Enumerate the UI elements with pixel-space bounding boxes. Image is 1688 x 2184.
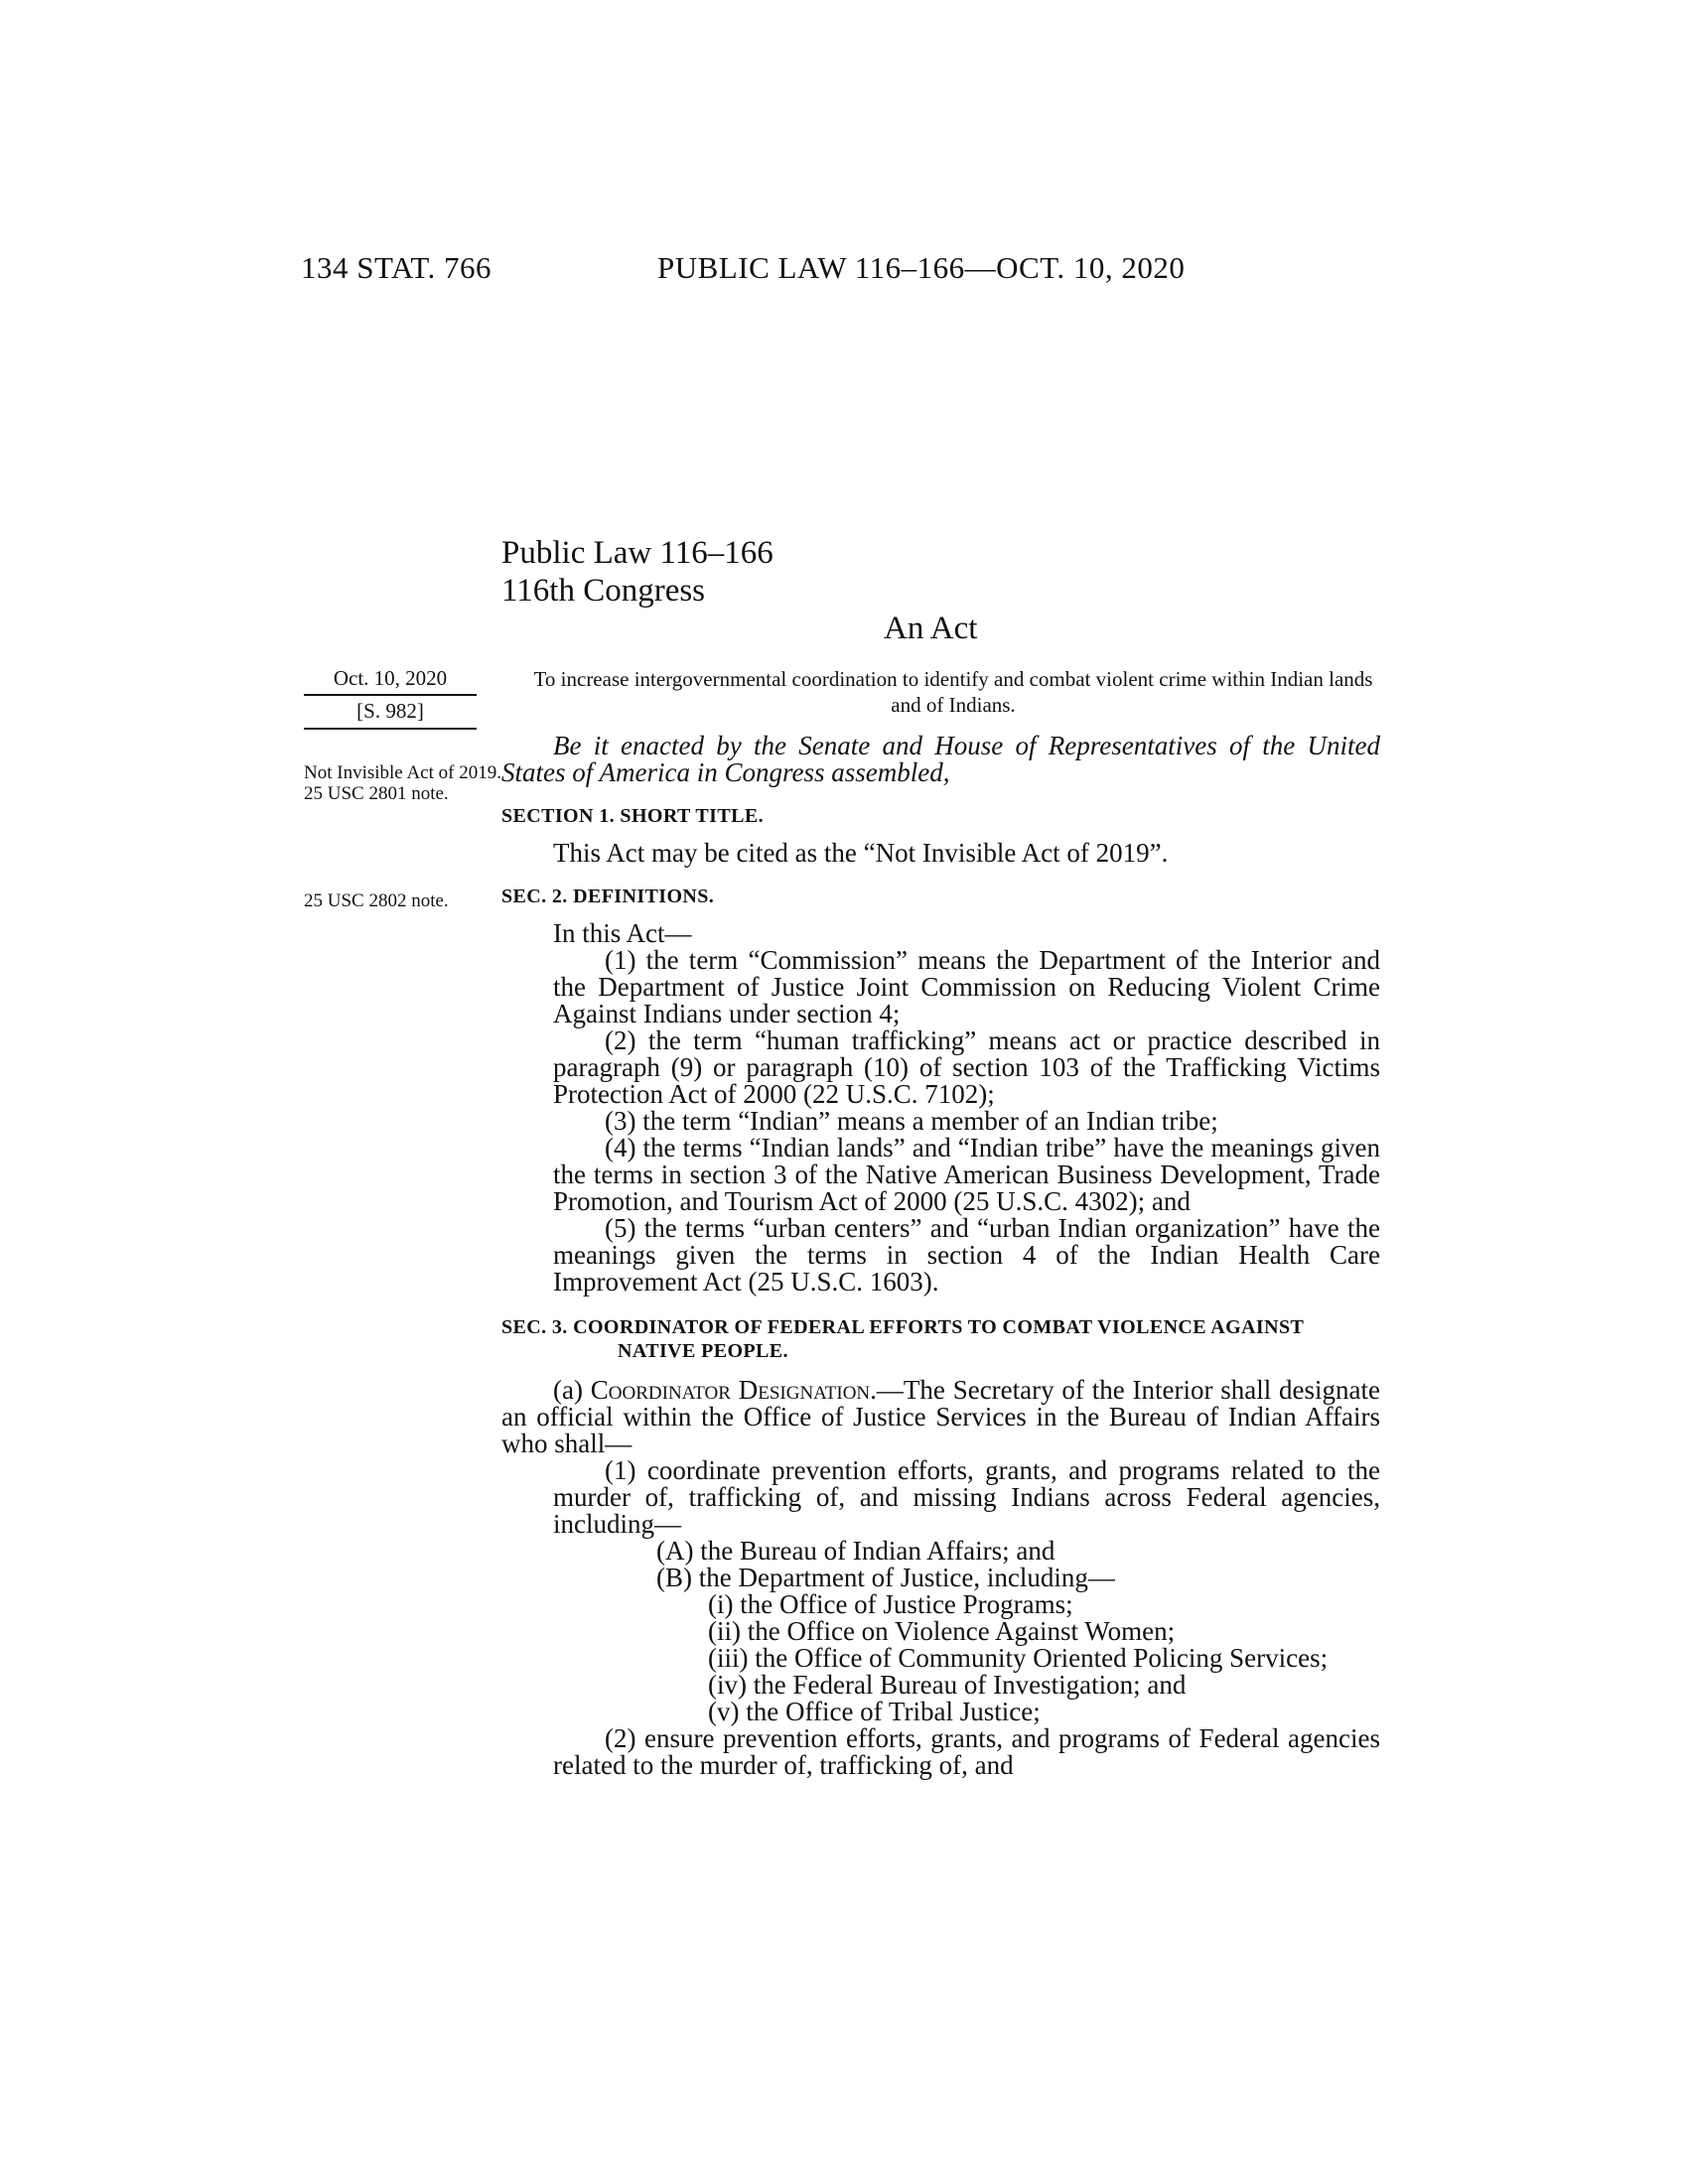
- enactment-date-box: [304, 665, 477, 730]
- paragraph-2: (2) ensure prevention efforts, grants, and programs of Federal agencies related to the murder of, trafficking of, and: [553, 1723, 1380, 1780]
- act-purpose: To increase intergovernmental coordination to identify and combat violent crime within Indian lands and of Indians.: [533, 667, 1373, 717]
- subparagraph-A: (A) the Bureau of Indian Affairs; and: [656, 1536, 1055, 1566]
- clause-iv: (iv) the Federal Bureau of Investigation; and: [708, 1670, 1187, 1700]
- definition-paragraph: (4) the terms “Indian lands” and “Indian tribe” have the meanings given the terms in section 3 of the Native American Business Development, Trade Promotion, and Tourism Act of 2000 (25 U.S.C. 4302); and: [553, 1133, 1380, 1216]
- congress-label: 116th Congress: [501, 573, 706, 609]
- subsection-a: [501, 1377, 1380, 1457]
- section-2-intro: In this Act—: [553, 918, 692, 948]
- subsection-a-text: .—The Secretary of the Interior shall designate an official within the Office of Justice Services in the Bureau of Indian Affairs who shall—: [501, 1375, 1380, 1458]
- definition-paragraph: (2) the term “human trafficking” means act or practice described in paragraph (9) or paragraph (10) of section 103 of the Trafficking Victims Protection Act of 2000 (22 U.S.C. 7102);: [553, 1025, 1380, 1109]
- section-2-heading: SEC. 2. DEFINITIONS.: [501, 886, 715, 907]
- running-head-title: PUBLIC LAW 116–166—OCT. 10, 2020: [657, 250, 1186, 285]
- subsection-a-title: Coordinator Designation: [590, 1375, 871, 1405]
- section-3-heading: SEC. 3. COORDINATOR OF FEDERAL EFFORTS TO COMBAT VIOLENCE AGAINST NATIVE PEOPLE.: [501, 1316, 1304, 1362]
- subsection-a-prefix: (a): [553, 1375, 591, 1405]
- section-1-text: This Act may be cited as the “Not Invisible Act of 2019”.: [553, 838, 1169, 868]
- act-body: [501, 733, 1380, 1779]
- clause-i: (i) the Office of Justice Programs;: [708, 1589, 1073, 1619]
- margin-note-definitions: 25 USC 2802 note.: [304, 890, 449, 911]
- paragraph-1: (1) coordinate prevention efforts, grants, and programs related to the murder of, trafficking of, and missing Indians across Federal agencies, including—: [553, 1455, 1380, 1539]
- definition-paragraph: (5) the terms “urban centers” and “urban Indian organization” have the meanings given the terms in section 4 of the Indian Health Care Improvement Act (25 U.S.C. 1603).: [553, 1213, 1380, 1297]
- definition-paragraph: (1) the term “Commission” means the Department of the Interior and the Department of Justice Joint Commission on Reducing Violent Crime Against Indians under section 4;: [553, 945, 1380, 1028]
- margin-note-short-title: Not Invisible Act of 2019. 25 USC 2801 note.: [304, 762, 501, 804]
- an-act-heading: An Act: [884, 611, 978, 646]
- section-1-heading: SECTION 1. SHORT TITLE.: [501, 805, 764, 827]
- statute-page-number: 134 STAT. 766: [301, 250, 492, 285]
- clause-iii: (iii) the Office of Community Oriented Policing Services;: [708, 1643, 1329, 1673]
- clause-v: (v) the Office of Tribal Justice;: [708, 1697, 1041, 1726]
- public-law-title: Public Law 116–166: [501, 535, 774, 571]
- enacting-clause: Be it enacted by the Senate and House of Representatives of the United States of America in Congress assembled,: [501, 731, 1380, 787]
- bill-number: [S. 982]: [304, 696, 477, 730]
- clause-ii: (ii) the Office on Violence Against Women;: [708, 1616, 1176, 1646]
- definition-paragraph: (3) the term “Indian” means a member of an Indian tribe;: [605, 1106, 1218, 1136]
- subparagraph-B: (B) the Department of Justice, including—: [656, 1563, 1115, 1592]
- enactment-date: Oct. 10, 2020: [304, 665, 477, 696]
